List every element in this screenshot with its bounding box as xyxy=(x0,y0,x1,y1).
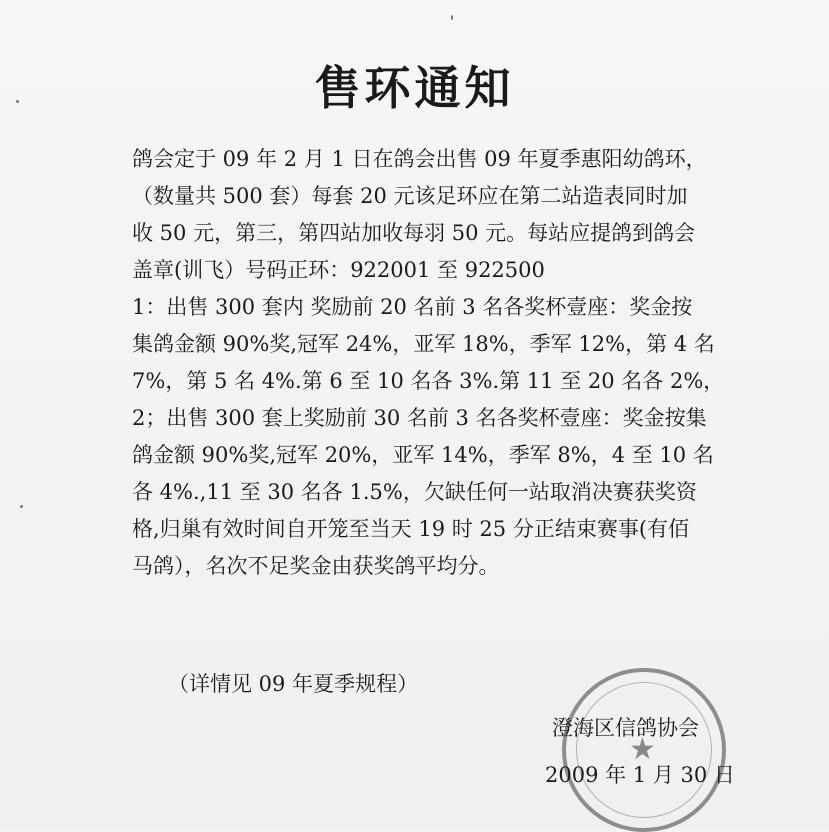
scan-speck xyxy=(451,15,453,20)
body-line: 盖章(训飞）号码正环：922001 至 922500 xyxy=(132,258,545,282)
body-line: 鸽金额 90%奖,冠军 20%，亚军 14%，季军 8%，4 至 10 名 xyxy=(132,443,714,467)
notice-body xyxy=(132,141,732,585)
seal-star-icon: ★ xyxy=(629,732,656,767)
body-line: 格,归巢有效时间自开笼至当天 19 时 25 分正结束赛事(有佰 xyxy=(132,517,690,541)
body-line: 7%，第 5 名 4%.第 6 至 10 名各 3%.第 11 至 20 名各 2%， xyxy=(132,369,725,393)
body-line: 鸽会定于 09 年 2 月 1 日在鸽会出售 09 年夏季惠阳幼鸽环， xyxy=(132,147,707,171)
body-line: 各 4%.,11 至 30 名各 1.5%，欠缺任何一站取消决赛获奖资 xyxy=(132,480,697,504)
scan-speck xyxy=(20,505,23,508)
organization-signature: 澄海区信鸽协会 xyxy=(552,716,699,740)
body-line: 马鸽），名次不足奖金由获奖鸽平均分。 xyxy=(132,554,500,578)
official-seal xyxy=(562,668,726,832)
body-line: 2；出售 300 套上奖励前 30 名前 3 名各奖杯壹座：奖金按集 xyxy=(132,406,707,430)
issue-date: 2009 年 1 月 30 日 xyxy=(545,763,735,787)
body-line: 集鸽金额 90%奖,冠军 24%，亚军 18%，季军 12%，第 4 名 xyxy=(132,332,715,356)
body-line: 1：出售 300 套内 奖励前 20 名前 3 名各奖杯壹座：奖金按 xyxy=(132,295,693,319)
footnote: （详情见 09 年夏季规程） xyxy=(168,672,419,696)
body-line: （数量共 500 套）每套 20 元该足环应在第二站造表同时加 xyxy=(132,184,688,208)
document-title: 售环通知 xyxy=(314,61,515,115)
body-line: 收 50 元，第三，第四站加收每羽 50 元。每站应提鸽到鸽会 xyxy=(132,221,696,245)
